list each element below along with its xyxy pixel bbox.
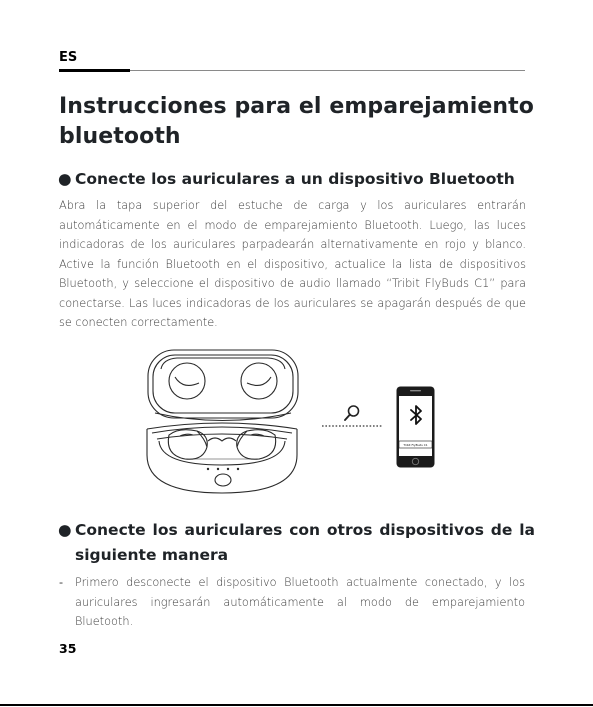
language-code: ES — [59, 50, 78, 65]
section-heading-2 — [58, 518, 535, 568]
bullet-icon: ● — [58, 521, 72, 539]
bullet-icon: ● — [58, 170, 72, 188]
page-number: 35 — [59, 641, 77, 656]
search-icon — [343, 404, 361, 422]
section-heading-2-text: Conecte los auriculares con otros dispositivos de la siguiente manera — [75, 521, 535, 564]
page-bottom-border — [0, 704, 593, 706]
section-heading-1-text: Conecte los auriculares a un dispositivo Bluetooth — [75, 170, 515, 188]
section-heading-1 — [58, 167, 535, 192]
list-marker: - — [59, 576, 64, 589]
section-2-item-1: Primero desconecte el dispositivo Bluetooth actualmente conectado, y los auriculares ingresarán automáticamente al modo de emparejamiento Bluetooth. — [75, 576, 525, 628]
phone-device-label: Tribit FlyBuds C1 — [403, 443, 428, 447]
dotted-connector — [321, 424, 383, 428]
bluetooth-icon — [410, 405, 422, 425]
section-1-body: Abra la tapa superior del estuche de carga y los auriculares entrarán automáticamente en el modo de emparejamiento Bluetooth. Luego, las luces indicadoras de los auriculares parpadearán alternativamente en rojo y blanco. Active la función Bluetooth en el dispositivo, actualice la lista de dispositivos Bluetooth, y seleccione el dispositivo de audio llamado “Tribit FlyBuds C1” para conectarse. Las luces indicadoras de los auriculares se apagarán después de que se conecten correctamente. — [59, 199, 526, 329]
header-rule-accent — [59, 69, 130, 72]
smartphone-illustration — [396, 386, 435, 468]
page-title: Instrucciones para el emparejamiento bluetooth — [59, 94, 534, 149]
earbuds-case-illustration — [135, 343, 310, 500]
